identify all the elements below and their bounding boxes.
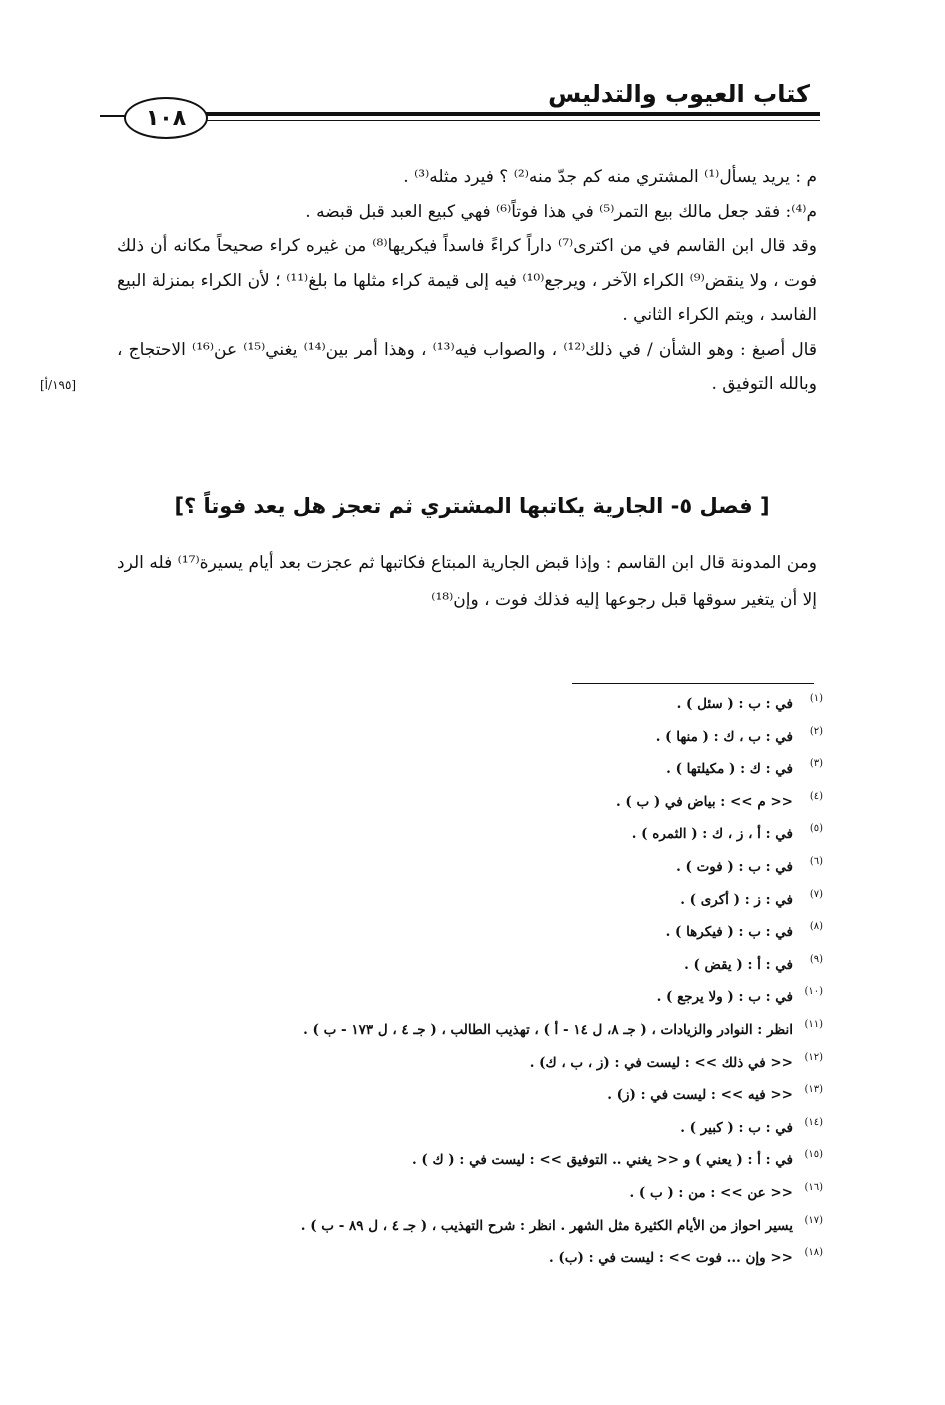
footnote-text: في : أ ، ز ، ك : ( الثمره ) . [631, 826, 793, 843]
footnote-item [143, 884, 823, 917]
footnote-text: في : ب : ( كبير ) . [680, 1119, 793, 1136]
footnote-text: في : ب : ( فوت ) . [676, 858, 793, 875]
footnote-number: (١١) [804, 1018, 823, 1030]
header-rule-tail [100, 115, 126, 117]
main-text [117, 160, 817, 402]
footnote-text: في : أ : ( يقض ) . [684, 956, 793, 973]
page-number: ١٠٨ [145, 105, 187, 131]
paragraph: م⁽⁴⁾: فقد جعل مالك بيع التمر⁽⁵⁾ في هذا فوتاً⁽⁶⁾ فهي كبيع العبد قبل قبضه . [305, 201, 817, 222]
footnote-item [143, 981, 823, 1014]
footnote-text: << عن >> : من : ( ب ) . [629, 1184, 793, 1201]
footnote-separator [572, 683, 814, 684]
footnote-text: في : ب ، ك : ( منها ) . [655, 728, 793, 745]
footnote-number: (١٢) [804, 1051, 823, 1063]
footnote-text: << في ذلك >> : ليست في : (ز ، ب ، ك) . [529, 1054, 793, 1071]
footnote-text: في : ز : ( أكرى ) . [680, 891, 793, 908]
footnote-number: (٦) [809, 855, 823, 867]
footnote-item [143, 1144, 823, 1177]
footnote-number: (٩) [809, 953, 823, 965]
footnote-number: (١٣) [804, 1084, 823, 1096]
footnote-text: في : ك : ( مكيلتها ) . [666, 761, 793, 778]
paragraph: قال أصبغ : وهو الشأن / في ذلك⁽¹²⁾ ، والصواب فيه⁽¹³⁾ ، وهذا أمر بين⁽¹⁴⁾ يغني⁽¹⁵⁾ عن⁽¹⁶⁾ الاحتجاج ، وبالله التوفيق . [117, 339, 817, 394]
footnote-item [143, 949, 823, 982]
footnote-item [143, 1014, 823, 1047]
footnote-item [143, 1177, 823, 1210]
footnote-item [143, 818, 823, 851]
footnote-item [143, 851, 823, 884]
footnote-text: في : ب : ( فيكرها ) . [665, 924, 793, 941]
footnote-item [143, 721, 823, 754]
footnote-item [143, 1047, 823, 1080]
footnote-item [143, 1079, 823, 1112]
footnote-number: (١) [809, 693, 823, 704]
footnote-text: انظر : النوادر والزيادات ، ( جـ ٨، ل ١٤ - أ ) ، تهذيب الطالب ، ( جـ ٤ ، ل ١٧٣ - ب ) . [303, 1021, 793, 1038]
footnote-text: يسير احواز من الأيام الكثيرة مثل الشهر . انظر : شرح التهذيب ، ( جـ ٤ ، ل ٨٩ - ب ) . [300, 1217, 793, 1234]
footnote-text: << فيه >> : ليست في : (ز) . [607, 1087, 793, 1104]
footnote-item [143, 1112, 823, 1145]
footnote-number: (٨) [809, 921, 823, 933]
footnote-number: (١٦) [804, 1181, 823, 1193]
footnote-text: في : ب : ( سئل ) . [676, 696, 793, 712]
footnote-number: (١٥) [804, 1149, 823, 1161]
footnote-item [143, 1210, 823, 1243]
paragraph: ومن المدونة قال ابن القاسم : وإذا قبض الجارية المبتاع فكاتبها ثم عجزت بعد أيام يسيرة⁽¹⁷⁾ فله الرد إلا أن يتغير سوقها قبل رجوعها إليه فذلك فوت ، وإن⁽¹⁸⁾ [117, 553, 817, 610]
footnote-number: (١٤) [804, 1116, 823, 1128]
footnote-text: << وإن ... فوت >> : ليست في : (ب) . [548, 1250, 793, 1267]
footnotes-list [143, 688, 823, 1275]
folio-margin-note: [١٩٥/أ] [40, 378, 77, 392]
footnote-text: في : أ : ( يعني ) و << يغني .. التوفيق >> : ليست في : ( ك ) . [411, 1152, 793, 1169]
book-title: كتاب العيوب والتدليس [548, 80, 810, 108]
footnote-number: (٢) [809, 725, 823, 737]
page-header [100, 70, 820, 140]
paragraph: م : يريد يسأل⁽¹⁾ المشتري منه كم جدّ منه⁽²⁾ ؟ فيرد مثله⁽³⁾ . [403, 167, 817, 187]
section-heading: [ فصل ٥- الجارية يكاتبها المشتري ثم تعجز هل يعد فوتاً ؟] [174, 494, 770, 518]
paragraph: وقد قال ابن القاسم في من اكترى⁽⁷⁾ داراً كراءً فاسداً فيكريها⁽⁸⁾ من غيره كراء صحيحاً مكانه أن ذلك فوت ، ولا ينقض⁽⁹⁾ الكراء الآخر ، ويرجع⁽¹⁰⁾ فيه إلى قيمة كراء مثلها ما بلغ⁽¹¹⁾ ؛ لأن الكراء بمنزلة البيع الفاسد ، ويتم الكراء الثاني . [117, 236, 817, 325]
footnote-item [143, 916, 823, 949]
header-rule-thick [200, 112, 820, 116]
section-text [117, 545, 817, 619]
footnote-number: (٥) [809, 823, 823, 835]
footnote-text: << م >> : بياض في ( ب ) . [615, 793, 793, 810]
footnote-item [143, 688, 823, 721]
footnote-item [143, 753, 823, 786]
header-rule-thin [200, 120, 820, 121]
footnote-number: (١٨) [804, 1247, 823, 1259]
footnote-number: (٧) [809, 888, 823, 900]
footnote-number: (٣) [809, 758, 823, 770]
footnote-item [143, 786, 823, 819]
footnote-number: (٤) [809, 790, 823, 802]
footnote-number: (١٠) [804, 986, 823, 998]
page-number-badge [124, 97, 208, 139]
footnote-item [143, 1242, 823, 1275]
footnote-number: (١٧) [804, 1214, 823, 1226]
footnote-text: في : ب : ( ولا يرجع ) . [656, 989, 793, 1006]
